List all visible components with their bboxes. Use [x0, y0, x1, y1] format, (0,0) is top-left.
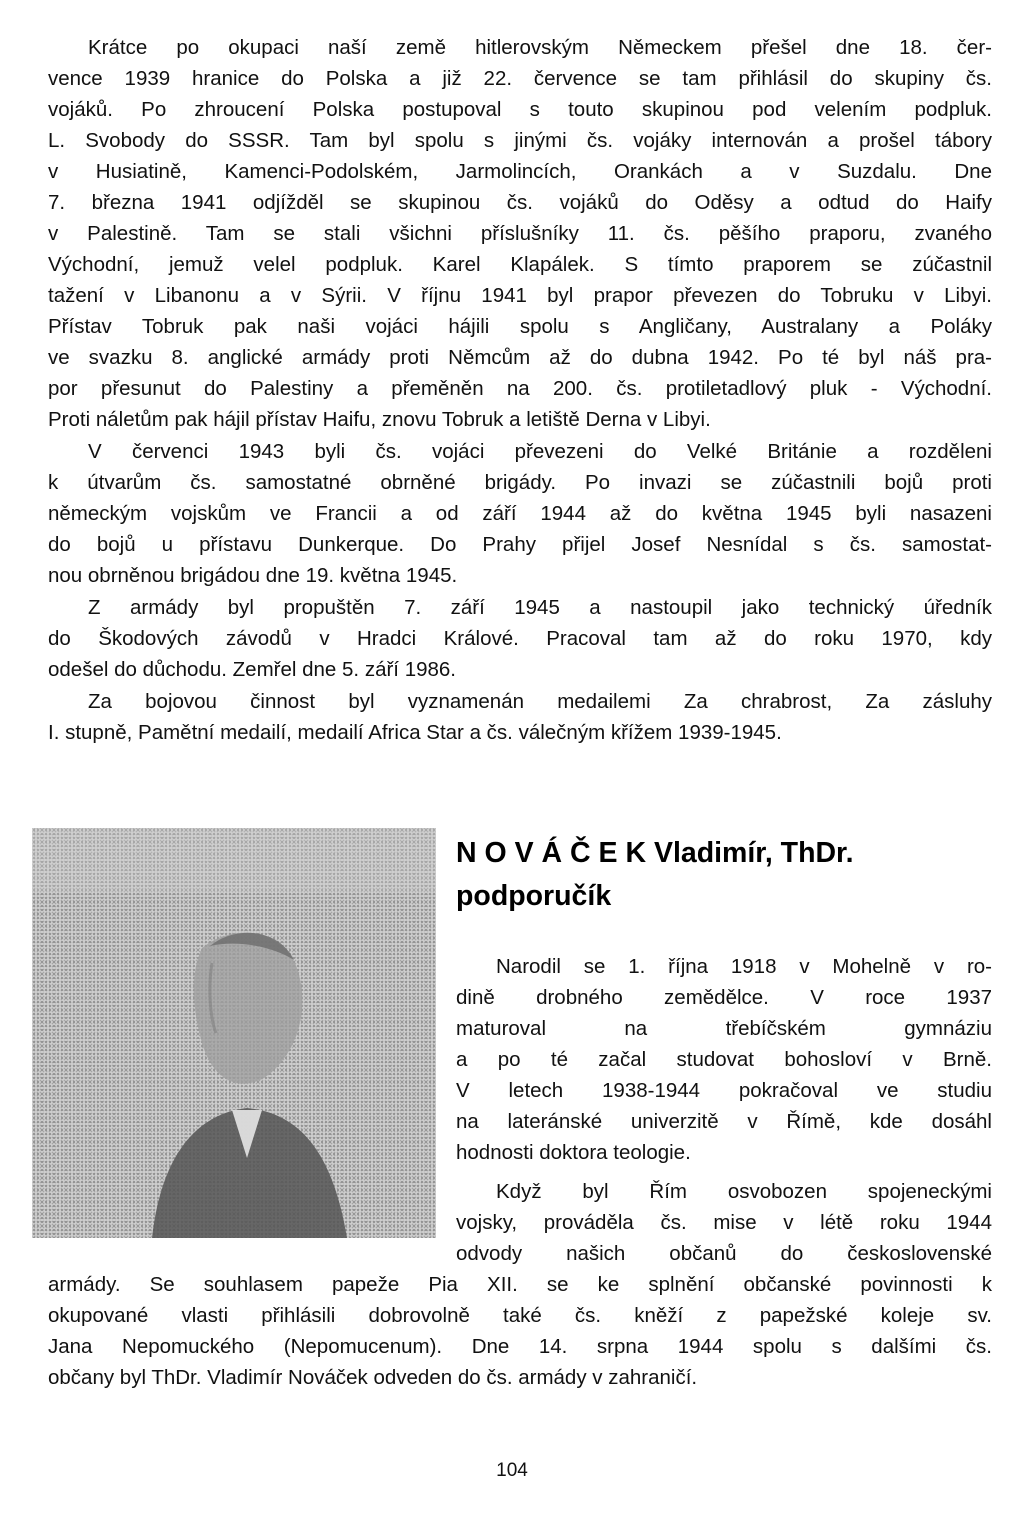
text-line: Východní, jemuž velel podpluk. Karel Klapálek. S tímto praporem se zúčastnil: [48, 253, 992, 276]
text-line: v Palestině. Tam se stali všichni příslušníky 11. čs. pěšího praporu, zvaného: [48, 222, 992, 245]
text-line: Jana Nepomuckého (Nepomucenum). Dne 14. srpna 1944 spolu s dalšími čs.: [48, 1335, 992, 1358]
text-line: tažení v Libanonu a v Sýrii. V říjnu 1941 byl prapor převezen do Tobruku v Libyi.: [48, 284, 992, 307]
text-line: dině drobného zemědělce. V roce 1937: [456, 986, 992, 1009]
text-line: Přístav Tobruk pak naši vojáci hájili spolu s Angličany, Australany a Poláky: [48, 315, 992, 338]
entry-rank: podporučík: [456, 880, 612, 912]
text-line: okupované vlasti přihlásili dobrovolně také čs. kněží z papežské koleje sv.: [48, 1304, 992, 1327]
text-line: 7. března 1941 odjížděl se skupinou čs. vojáků do Oděsy a odtud do Haify: [48, 191, 992, 214]
text-line: německým vojskům ve Francii a od září 1944 až do května 1945 byli nasazeni: [48, 502, 992, 525]
text-line: občany byl ThDr. Vladimír Nováček odveden do čs. armády v zahraničí.: [48, 1366, 698, 1389]
text-line: Z armády byl propuštěn 7. září 1945 a nastoupil jako technický úředník: [88, 596, 992, 619]
text-line: vence 1939 hranice do Polska a již 22. července se tam přihlásil do skupiny čs.: [48, 67, 992, 90]
text-line: nou obrněnou brigádou dne 19. května 1945.: [48, 564, 458, 587]
text-line: Proti náletům pak hájil přístav Haifu, znovu Tobruk a letiště Derna v Libyi.: [48, 408, 711, 431]
text-line: a po té začal studovat bohosloví v Brně.: [456, 1048, 992, 1071]
text-line: ve svazku 8. anglické armády proti Němcům až do dubna 1942. Po té byl náš pra-: [48, 346, 992, 369]
text-line: do Škodových závodů v Hradci Králové. Pracoval tam až do roku 1970, kdy: [48, 627, 992, 650]
portrait-photo-graphic: [32, 828, 436, 1238]
text-line: v Husiatině, Kamenci-Podolském, Jarmolincích, Orankách a v Suzdalu. Dne: [48, 160, 992, 183]
text-line: I. stupně, Pamětní medailí, medailí Africa Star a čs. válečným křížem 1939-1945.: [48, 721, 782, 744]
text-line: vojsky, prováděla čs. mise v létě roku 1944: [456, 1211, 992, 1234]
text-line: do bojů u přístavu Dunkerque. Do Prahy přijel Josef Nesnídal s čs. samostat-: [48, 533, 992, 556]
portrait-photo: [32, 828, 436, 1238]
page-number: 104: [496, 1460, 528, 1481]
text-line: Za bojovou činnost byl vyznamenán medailemi Za chrabrost, Za zásluhy: [88, 690, 992, 713]
text-line: maturoval na třebíčském gymnáziu: [456, 1017, 992, 1040]
text-line: k útvarům čs. samostatné obrněné brigády. Po invazi se zúčastnili bojů proti: [48, 471, 992, 494]
text-line: na lateránské univerzitě v Římě, kde dosáhl: [456, 1110, 992, 1133]
text-line: L. Svobody do SSSR. Tam byl spolu s jinými čs. vojáky internován a prošel tábory: [48, 129, 992, 152]
text-line: por přesunut do Palestiny a přeměněn na 200. čs. protiletadlový pluk - Východní.: [48, 377, 992, 400]
text-line: odešel do důchodu. Zemřel dne 5. září 1986.: [48, 658, 456, 681]
text-line: V letech 1938-1944 pokračoval ve studiu: [456, 1079, 992, 1102]
text-line: odvody našich občanů do československé: [456, 1242, 992, 1265]
text-line: armády. Se souhlasem papeže Pia XII. se ke splnění občanské povinnosti k: [48, 1273, 992, 1296]
text-line: Krátce po okupaci naší země hitlerovským Německem přešel dne 18. čer-: [88, 36, 992, 59]
text-line: hodnosti doktora teologie.: [456, 1141, 691, 1164]
entry-name: N O V Á Č E K Vladimír, ThDr.: [456, 837, 854, 869]
text-line: vojáků. Po zhroucení Polska postupoval s touto skupinou pod velením podpluk.: [48, 98, 992, 121]
text-line: V červenci 1943 byli čs. vojáci převezeni do Velké Británie a rozděleni: [88, 440, 992, 463]
text-line: Narodil se 1. října 1918 v Mohelně v ro-: [496, 955, 992, 978]
text-line: Když byl Řím osvobozen spojeneckými: [496, 1180, 992, 1203]
